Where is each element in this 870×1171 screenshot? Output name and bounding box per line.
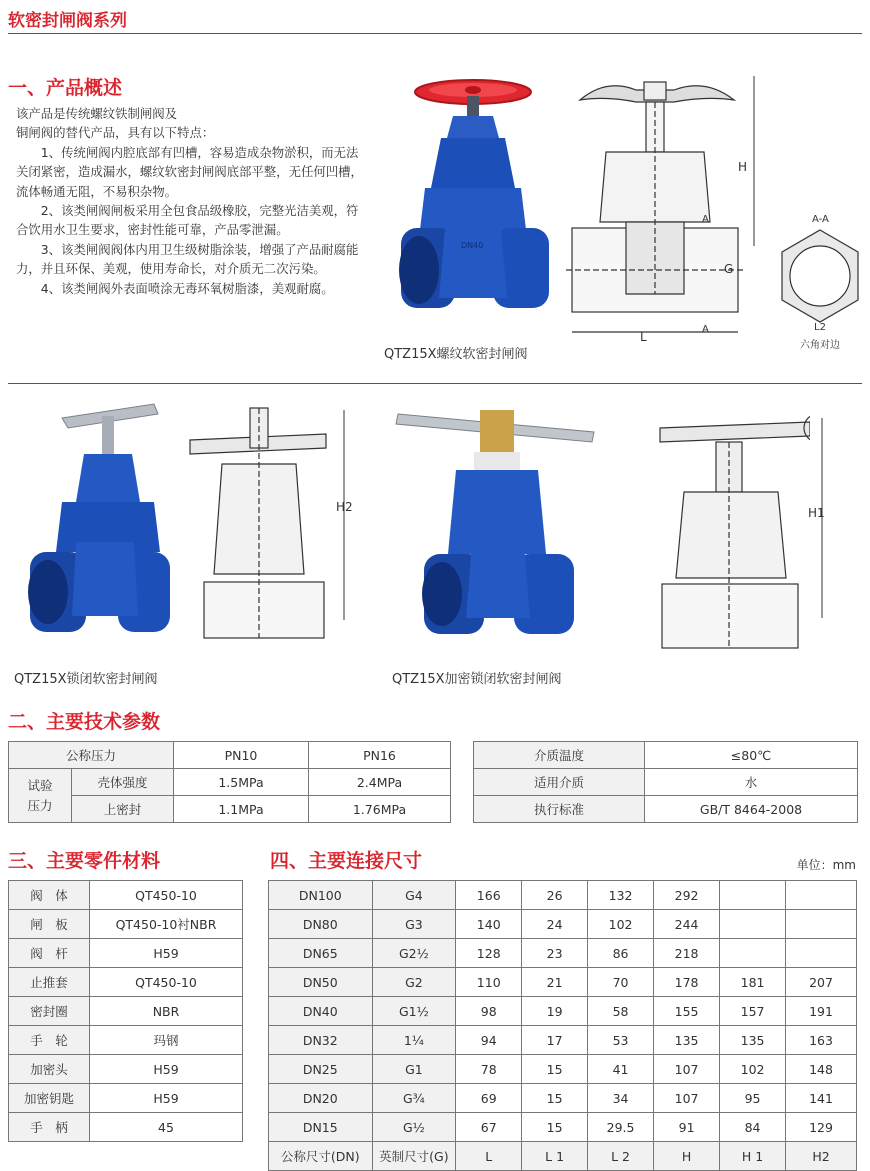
hex-section-drawing [778, 228, 862, 326]
dim-cell-l: 78 [456, 1055, 522, 1084]
threaded-valve-drawing [566, 72, 744, 352]
dimension-row [269, 968, 857, 997]
dim-cell-dn: DN15 [269, 1113, 373, 1142]
dim-cell-l1: 26 [522, 881, 588, 910]
medium-temp-label: 介质温度 [474, 742, 645, 769]
dim-cell-g: G2 [372, 968, 456, 997]
caption-lock-valve: QTZ15X锁闭软密封闸阀 [14, 672, 158, 687]
shell-strength-pn10: 1.5MPa [174, 769, 309, 796]
dim-footer-g: 英制尺寸(G) [372, 1142, 456, 1171]
section-mark-a-top: A [702, 214, 709, 225]
dim-cell-h: 178 [654, 968, 720, 997]
dim-label-h1: H1 [808, 506, 825, 520]
dim-cell-h2: 191 [786, 997, 857, 1026]
part-material: QT450-10 [90, 968, 243, 997]
dim-cell-h: 135 [654, 1026, 720, 1055]
pressure-table [8, 741, 451, 823]
page-title: 软密封闸阀系列 [8, 11, 127, 31]
dim-cell-l: 110 [456, 968, 522, 997]
dim-footer-dn: 公称尺寸(DN) [269, 1142, 373, 1171]
dim-cell-h2: 163 [786, 1026, 857, 1055]
dim-cell-g: G1½ [372, 997, 456, 1026]
dim-cell-h1: 157 [720, 997, 786, 1026]
dim-cell-g: G1 [372, 1055, 456, 1084]
dim-cell-dn: DN50 [269, 968, 373, 997]
medium-temp-value: ≤80℃ [645, 742, 858, 769]
dim-cell-l: 166 [456, 881, 522, 910]
overview-text [16, 104, 368, 298]
part-name: 阀 体 [9, 881, 90, 910]
part-name: 手 轮 [9, 1026, 90, 1055]
dim-label-h2: H2 [336, 500, 353, 514]
part-name: 手 柄 [9, 1113, 90, 1142]
pn16-header: PN16 [309, 742, 451, 769]
dim-cell-l1: 21 [522, 968, 588, 997]
dim-cell-g: 1¼ [372, 1026, 456, 1055]
dim-cell-l1: 19 [522, 997, 588, 1026]
part-material: QT450-10衬NBR [90, 910, 243, 939]
dimension-row [269, 1026, 857, 1055]
dim-footer-h: H [654, 1142, 720, 1171]
dimensions-table [268, 880, 857, 1171]
part-name: 止推套 [9, 968, 90, 997]
dim-cell-h1: 95 [720, 1084, 786, 1113]
dim-cell-h: 244 [654, 910, 720, 939]
section-materials-title: 三、主要零件材料 [8, 850, 161, 872]
part-name: 加密钥匙 [9, 1084, 90, 1113]
dim-cell-g: G2½ [372, 939, 456, 968]
dim-cell-h1: 84 [720, 1113, 786, 1142]
dim-cell-l2: 86 [588, 939, 654, 968]
upper-seal-label: 上密封 [72, 796, 174, 823]
dim-cell-l2: 34 [588, 1084, 654, 1113]
materials-table [8, 880, 243, 1142]
standard-value: GB/T 8464-2008 [645, 796, 858, 823]
dim-cell-l2: 53 [588, 1026, 654, 1055]
dim-cell-h2 [786, 910, 857, 939]
pn10-header: PN10 [174, 742, 309, 769]
dimension-footer-row [269, 1142, 857, 1171]
dim-cell-h2: 207 [786, 968, 857, 997]
section-specs-title: 二、主要技术参数 [8, 711, 161, 733]
feature-1: 1、传统闸阀内腔底部有凹槽，容易造成杂物淤积，而无法关闭紧密，造成漏水，螺纹软密封闸阀底部平整，无任何凹槽，流体畅通无阻，不易积杂物。 [16, 144, 363, 199]
standard-label: 执行标准 [474, 796, 645, 823]
dim-cell-l2: 58 [588, 997, 654, 1026]
dim-cell-h1 [720, 939, 786, 968]
dim-footer-l: L [456, 1142, 522, 1171]
dim-cell-h1 [720, 910, 786, 939]
section-mark-a-bottom: A [702, 324, 709, 335]
dim-footer-h1: H 1 [720, 1142, 786, 1171]
dim-cell-l2: 132 [588, 881, 654, 910]
header-rule [8, 33, 862, 34]
dim-cell-h1: 135 [720, 1026, 786, 1055]
dim-cell-g: G½ [372, 1113, 456, 1142]
part-material: QT450-10 [90, 881, 243, 910]
dim-cell-h2: 148 [786, 1055, 857, 1084]
test-pressure-label: 试验 压力 [9, 769, 72, 823]
dim-cell-l: 67 [456, 1113, 522, 1142]
feature-4: 4、该类闸阀外表面喷涂无毒环氧树脂漆，美观耐腐。 [40, 280, 334, 296]
dim-cell-h1: 181 [720, 968, 786, 997]
shell-strength-pn16: 2.4MPa [309, 769, 451, 796]
dim-cell-h: 155 [654, 997, 720, 1026]
feature-3: 3、该类闸阀阀体内用卫生级树脂涂装，增强了产品耐腐能力，并且环保、美观，使用寿命长，对介质无二次污染。 [16, 241, 359, 277]
dim-label-g: G [724, 262, 734, 276]
dim-label-h: H [738, 160, 748, 174]
dim-cell-h2 [786, 939, 857, 968]
medium-table [473, 741, 858, 823]
caption-sealed-lock-valve: QTZ15X加密锁闭软密封闸阀 [392, 672, 562, 687]
dim-label-l2: L2 [814, 322, 826, 333]
dim-cell-l1: 23 [522, 939, 588, 968]
medium-type-value: 水 [645, 769, 858, 796]
dimension-row [269, 910, 857, 939]
nominal-pressure-label: 公称压力 [9, 742, 174, 769]
dim-cell-dn: DN40 [269, 997, 373, 1026]
overview-line-1: 该产品是传统螺纹铁制闸阀及 [16, 106, 178, 121]
dim-cell-l: 98 [456, 997, 522, 1026]
dim-cell-g: G¾ [372, 1084, 456, 1113]
dim-cell-dn: DN20 [269, 1084, 373, 1113]
dim-cell-l2: 29.5 [588, 1113, 654, 1142]
dim-cell-h2: 141 [786, 1084, 857, 1113]
dimension-row [269, 997, 857, 1026]
section-overview-title: 一、产品概述 [8, 77, 123, 99]
part-material: H59 [90, 1084, 243, 1113]
dim-cell-l: 69 [456, 1084, 522, 1113]
upper-seal-pn16: 1.76MPa [309, 796, 451, 823]
upper-seal-pn10: 1.1MPa [174, 796, 309, 823]
dimension-row [269, 1113, 857, 1142]
part-material: H59 [90, 939, 243, 968]
dim-cell-h2: 129 [786, 1113, 857, 1142]
dim-cell-dn: DN32 [269, 1026, 373, 1055]
threaded-valve-photo [395, 78, 555, 340]
dim-cell-h: 292 [654, 881, 720, 910]
part-material: 玛钢 [90, 1026, 243, 1055]
medium-type-label: 适用介质 [474, 769, 645, 796]
dim-cell-h: 91 [654, 1113, 720, 1142]
lock-valve-photo [22, 402, 174, 642]
dim-cell-l1: 15 [522, 1113, 588, 1142]
part-material: 45 [90, 1113, 243, 1142]
dim-cell-l2: 70 [588, 968, 654, 997]
dim-cell-l: 94 [456, 1026, 522, 1055]
dim-cell-l: 128 [456, 939, 522, 968]
part-name: 加密头 [9, 1055, 90, 1084]
dim-cell-dn: DN100 [269, 881, 373, 910]
dim-cell-l2: 41 [588, 1055, 654, 1084]
dim-footer-l1: L 1 [522, 1142, 588, 1171]
dimension-line-h2 [336, 410, 352, 620]
part-material: H59 [90, 1055, 243, 1084]
dim-cell-h1 [720, 881, 786, 910]
dim-label-l: L [640, 330, 647, 344]
dim-cell-l: 140 [456, 910, 522, 939]
hex-across-flats-label: 六角对边 [800, 340, 840, 351]
dim-cell-dn: DN80 [269, 910, 373, 939]
dim-cell-h2 [786, 881, 857, 910]
section-dimensions-title: 四、主要连接尺寸 [270, 850, 423, 872]
dim-cell-h: 218 [654, 939, 720, 968]
dim-cell-g: G3 [372, 910, 456, 939]
shell-strength-label: 壳体强度 [72, 769, 174, 796]
divider-1 [8, 383, 862, 384]
part-name: 闸 板 [9, 910, 90, 939]
dimension-row [269, 1055, 857, 1084]
dim-footer-h2: H2 [786, 1142, 857, 1171]
unit-label: 单位：mm [796, 858, 856, 872]
dim-cell-h: 107 [654, 1055, 720, 1084]
overview-line-2: 铜闸阀的替代产品，具有以下特点： [16, 125, 215, 141]
dim-cell-dn: DN65 [269, 939, 373, 968]
dimension-row [269, 939, 857, 968]
caption-threaded-valve: QTZ15X螺纹软密封闸阀 [384, 347, 528, 362]
dim-cell-l1: 15 [522, 1055, 588, 1084]
sealed-lock-valve-drawing [650, 408, 810, 658]
dim-cell-l2: 102 [588, 910, 654, 939]
part-material: NBR [90, 997, 243, 1026]
dimension-row [269, 881, 857, 910]
sealed-lock-valve-photo [394, 404, 600, 644]
section-aa-label: A-A [812, 214, 829, 225]
dim-cell-h: 107 [654, 1084, 720, 1113]
dim-cell-l1: 17 [522, 1026, 588, 1055]
dim-cell-h1: 102 [720, 1055, 786, 1084]
dim-footer-l2: L 2 [588, 1142, 654, 1171]
part-name: 阀 杆 [9, 939, 90, 968]
lock-valve-drawing [186, 404, 330, 648]
dimension-row [269, 1084, 857, 1113]
svg-text:DN40: DN40 [461, 241, 484, 250]
feature-2: 2、该类闸阀闸板采用全包食品级橡胶，完整光洁美观，符合饮用水卫生要求，密封性能可靠，产品零泄漏。 [16, 203, 359, 238]
dim-cell-dn: DN25 [269, 1055, 373, 1084]
dim-cell-l1: 15 [522, 1084, 588, 1113]
dim-cell-l1: 24 [522, 910, 588, 939]
dim-cell-g: G4 [372, 881, 456, 910]
part-name: 密封圈 [9, 997, 90, 1026]
